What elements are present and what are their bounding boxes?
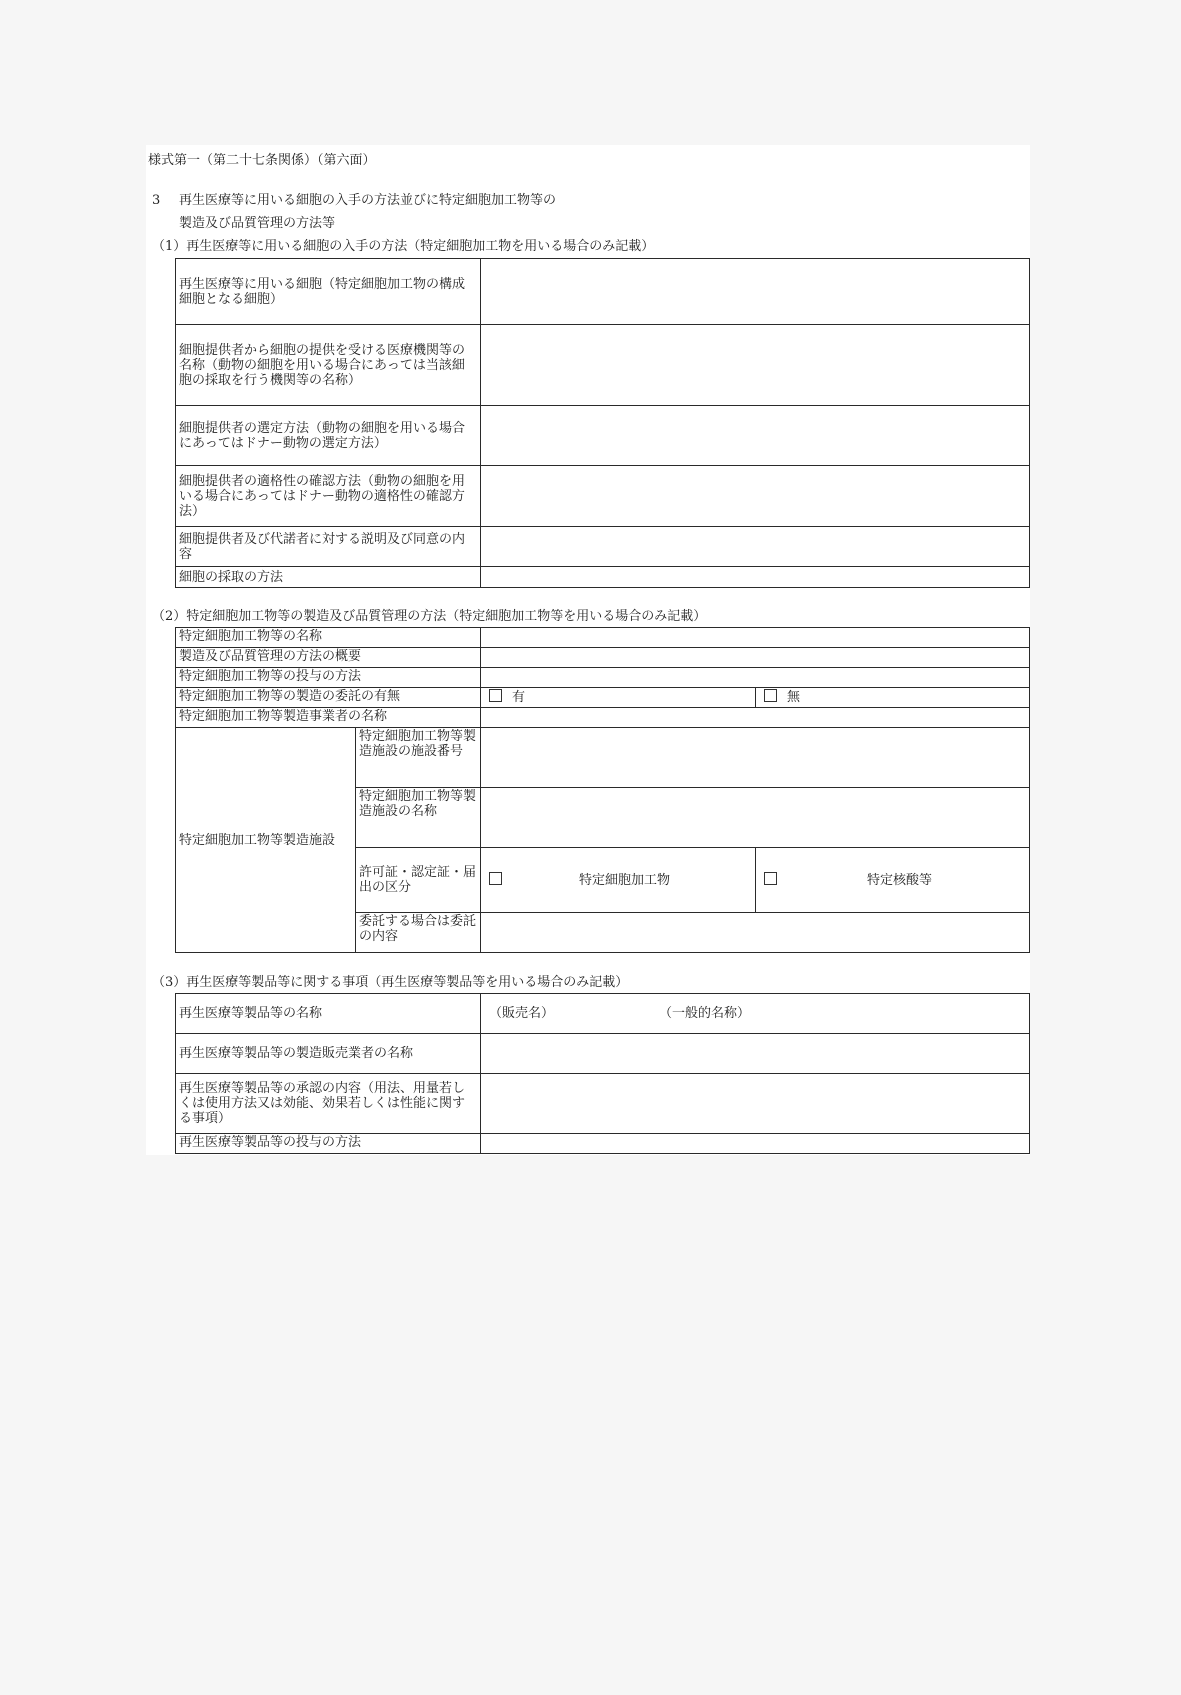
table-row: [176, 567, 1030, 588]
generic-name-label: （一般的名称）: [659, 1006, 751, 1021]
input-cell[interactable]: [481, 708, 1030, 728]
consign-yes-option[interactable]: [481, 688, 756, 708]
row-label: 特定細胞加工物等製造施設の名称: [356, 788, 481, 848]
input-cell[interactable]: [481, 567, 1030, 588]
row-label: 細胞の採取の方法: [176, 567, 481, 588]
row-label: 再生医療等製品等の投与の方法: [176, 1134, 481, 1154]
consign-no-option[interactable]: [756, 688, 1030, 708]
license-option-2[interactable]: [756, 848, 1030, 913]
table-row: [176, 1034, 1030, 1074]
row-label: 細胞提供者から細胞の提供を受ける医療機関等の名称（動物の細胞を用いる場合にあっては当該細胞の採取を行う機関等の名称）: [176, 325, 481, 406]
section-number: 3: [152, 193, 161, 208]
row-label: 細胞提供者の選定方法（動物の細胞を用いる場合にあってはドナー動物の選定方法）: [176, 406, 481, 466]
table-row: [176, 1134, 1030, 1154]
checkbox-icon[interactable]: [764, 872, 777, 885]
row-label: 特定細胞加工物等の投与の方法: [176, 668, 481, 688]
table-row: [176, 648, 1030, 668]
table-row: [176, 259, 1030, 325]
section-title-line1: 再生医療等に用いる細胞の入手の方法並びに特定細胞加工物等の: [179, 193, 557, 208]
input-cell[interactable]: [481, 628, 1030, 648]
facility-label: 特定細胞加工物等製造施設: [176, 728, 356, 953]
input-cell[interactable]: [481, 648, 1030, 668]
input-cell[interactable]: [481, 788, 1030, 848]
row-label: 製造及び品質管理の方法の概要: [176, 648, 481, 668]
table-row: [176, 708, 1030, 728]
checkbox-icon[interactable]: [489, 872, 502, 885]
input-cell[interactable]: [481, 668, 1030, 688]
checkbox-icon[interactable]: [489, 689, 502, 702]
input-cell[interactable]: [481, 406, 1030, 466]
input-cell[interactable]: [481, 259, 1030, 325]
input-cell[interactable]: [481, 466, 1030, 527]
input-cell[interactable]: [481, 913, 1030, 953]
license-option-1[interactable]: [481, 848, 756, 913]
row-label: 再生医療等製品等の製造販売業者の名称: [176, 1034, 481, 1074]
part3-heading: （3）再生医療等製品等に関する事項（再生医療等製品等を用いる場合のみ記載）: [152, 975, 629, 990]
row-label: 特定細胞加工物等製造施設の施設番号: [356, 728, 481, 788]
row-label: 特定細胞加工物等の名称: [176, 628, 481, 648]
input-cell[interactable]: [481, 728, 1030, 788]
part1-heading: （1）再生医療等に用いる細胞の入手の方法（特定細胞加工物を用いる場合のみ記載）: [152, 239, 655, 254]
consign-no-label: 無: [787, 690, 801, 705]
row-label: 再生医療等に用いる細胞（特定細胞加工物の構成細胞となる細胞）: [176, 259, 481, 325]
table-row: [176, 1074, 1030, 1134]
row-label: 特定細胞加工物等の製造の委託の有無: [176, 688, 481, 708]
row-label: 細胞提供者の適格性の確認方法（動物の細胞を用いる場合にあってはドナー動物の適格性の確認方法）: [176, 466, 481, 527]
row-label: 特定細胞加工物等製造事業者の名称: [176, 708, 481, 728]
row-label: 再生医療等製品等の名称: [176, 994, 481, 1034]
table-row: [176, 527, 1030, 567]
table-row: [176, 668, 1030, 688]
table-row: [176, 466, 1030, 527]
sales-name-label: （販売名）: [489, 1006, 555, 1021]
table-row: [176, 406, 1030, 466]
table-row: [176, 688, 1030, 708]
product-table: [175, 993, 1030, 1154]
input-cell[interactable]: [481, 1034, 1030, 1074]
part2-heading: （2）特定細胞加工物等の製造及び品質管理の方法（特定細胞加工物等を用いる場合のみ記載）: [152, 609, 707, 624]
input-cell[interactable]: [481, 325, 1030, 406]
row-label: 再生医療等製品等の承認の内容（用法、用量若しくは使用方法又は効能、効果若しくは性能に関する事項）: [176, 1074, 481, 1134]
table-row: [176, 628, 1030, 648]
table-row: [176, 325, 1030, 406]
row-label: 許可証・認定証・届出の区分: [356, 848, 481, 913]
form-title: 様式第一（第二十七条関係）（第六面）: [148, 153, 376, 168]
table-row: [176, 728, 1030, 788]
input-cell[interactable]: [481, 527, 1030, 567]
license-option-2-label: 特定核酸等: [867, 873, 933, 888]
product-name-cell[interactable]: [481, 994, 1030, 1034]
checkbox-icon[interactable]: [764, 689, 777, 702]
input-cell[interactable]: [481, 1134, 1030, 1154]
cell-acquisition-table: [175, 258, 1030, 588]
input-cell[interactable]: [481, 1074, 1030, 1134]
row-label: 細胞提供者及び代諾者に対する説明及び同意の内容: [176, 527, 481, 567]
manufacturing-table: [175, 627, 1030, 953]
table-row: [176, 994, 1030, 1034]
license-option-1-label: 特定細胞加工物: [579, 873, 671, 888]
row-label: 委託する場合は委託の内容: [356, 913, 481, 953]
consign-yes-label: 有: [512, 690, 526, 705]
section-title-line2: 製造及び品質管理の方法等: [179, 216, 336, 231]
